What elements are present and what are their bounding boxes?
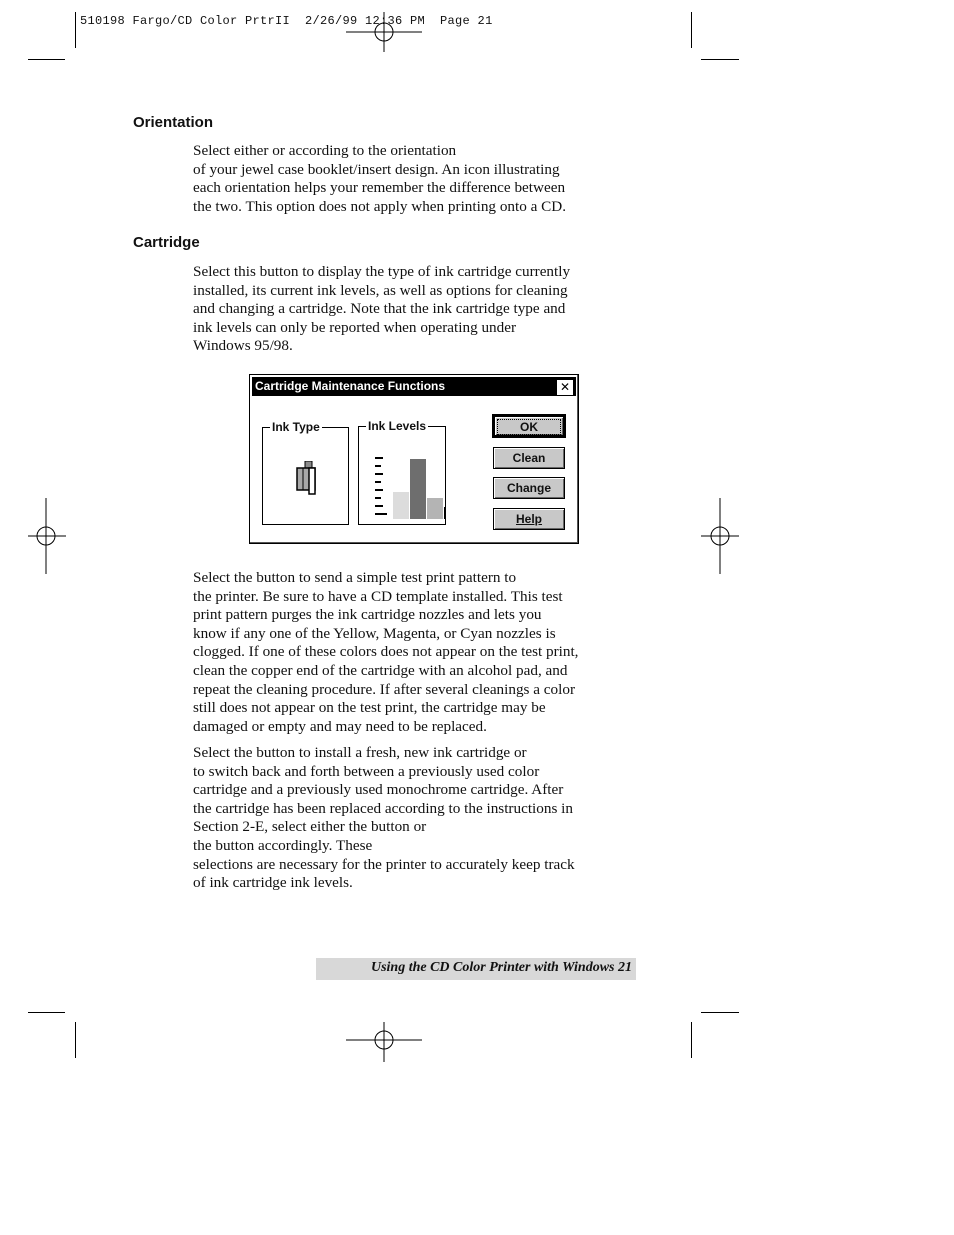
clean-button[interactable]: Clean bbox=[493, 447, 565, 469]
ink-level-bar bbox=[427, 498, 443, 519]
cartridge-paragraph: Select this button to display the type of ink cartridge currently installed, its current ink levels, as well as options for cleaning and changing a cartridge. Note that the ink cartridge type and ink levels can only be reported when operating under Windows 95/98. bbox=[193, 263, 571, 355]
scale-tick bbox=[375, 457, 383, 459]
crop-mark bbox=[701, 1012, 739, 1013]
change-paragraph: Select the button to install a fresh, new ink cartridge or to switch back and forth between a previously used color cartridge and a previously used monochrome cartridge. After the cartridge has been replaced according to the instructions in Section 2-E, select either the button or the button accordingly. These selections are necessary for the printer to accurately keep track of ink cartridge ink levels. bbox=[193, 744, 575, 892]
scale-tick bbox=[375, 513, 387, 515]
cartridge-maintenance-dialog bbox=[249, 374, 579, 544]
ok-button[interactable] bbox=[493, 415, 565, 437]
ink-level-bar bbox=[444, 507, 445, 519]
change-button[interactable]: Change bbox=[493, 477, 565, 499]
ink-type-group bbox=[262, 420, 349, 525]
printer-slug-line: 510198 Fargo/CD Color PrtrII 2/26/99 12:36 PM Page 21 bbox=[80, 14, 493, 28]
scale-tick bbox=[375, 465, 381, 467]
crop-mark bbox=[691, 12, 692, 48]
scale-tick bbox=[375, 481, 381, 483]
dialog-title-bar bbox=[252, 377, 576, 396]
cartridge-heading: Cartridge bbox=[133, 234, 200, 251]
registration-mark-icon bbox=[701, 498, 739, 574]
dialog-title: Cartridge Maintenance Functions bbox=[255, 379, 446, 393]
ok-button-label: OK bbox=[497, 419, 561, 435]
crop-mark bbox=[28, 1012, 65, 1013]
ink-cartridge-icon bbox=[295, 461, 319, 497]
ink-level-scale bbox=[375, 457, 387, 515]
help-button[interactable]: Help bbox=[493, 508, 565, 530]
registration-mark-icon bbox=[346, 12, 422, 52]
ink-levels-label: Ink Levels bbox=[368, 419, 427, 433]
crop-mark bbox=[75, 1022, 76, 1058]
registration-mark-icon bbox=[346, 1022, 422, 1062]
registration-mark-icon bbox=[28, 498, 66, 574]
ink-level-bar bbox=[410, 459, 426, 519]
crop-mark bbox=[691, 1022, 692, 1058]
scale-tick bbox=[375, 473, 383, 475]
ink-levels-group bbox=[358, 419, 446, 525]
scale-tick bbox=[375, 497, 381, 499]
orientation-heading: Orientation bbox=[133, 114, 214, 131]
ink-level-bar bbox=[393, 492, 409, 519]
ink-levels-chart bbox=[359, 427, 445, 524]
scale-tick bbox=[375, 489, 383, 491]
page-footer bbox=[316, 958, 636, 980]
scale-tick bbox=[375, 505, 383, 507]
clean-paragraph: Select the button to send a simple test print pattern to the printer. Be sure to have a CD template installed. This test print pattern purges the ink cartridge nozzles and lets you know if any one of the Yellow, Magenta, or Cyan nozzles is clogged. If one of these colors does not appear on the test print, clean the copper end of the cartridge with an alcohol pad, and repeat the cleaning procedure. If after several cleanings a color still does not appear on the test print, the cartridge may be damaged or empty and may need to be replaced. bbox=[193, 569, 579, 735]
ink-type-label: Ink Type bbox=[272, 420, 320, 434]
crop-mark bbox=[701, 59, 739, 60]
footer-text: Using the CD Color Printer with Windows 21 bbox=[370, 960, 632, 975]
crop-mark bbox=[28, 59, 65, 60]
crop-mark bbox=[75, 12, 76, 48]
close-icon[interactable]: ✕ bbox=[556, 379, 574, 396]
orientation-paragraph: Select either or according to the orientation of your jewel case booklet/insert design. An icon illustrating each orientation helps your remember the difference between the two. This option does not apply when printing onto a CD. bbox=[193, 142, 567, 215]
